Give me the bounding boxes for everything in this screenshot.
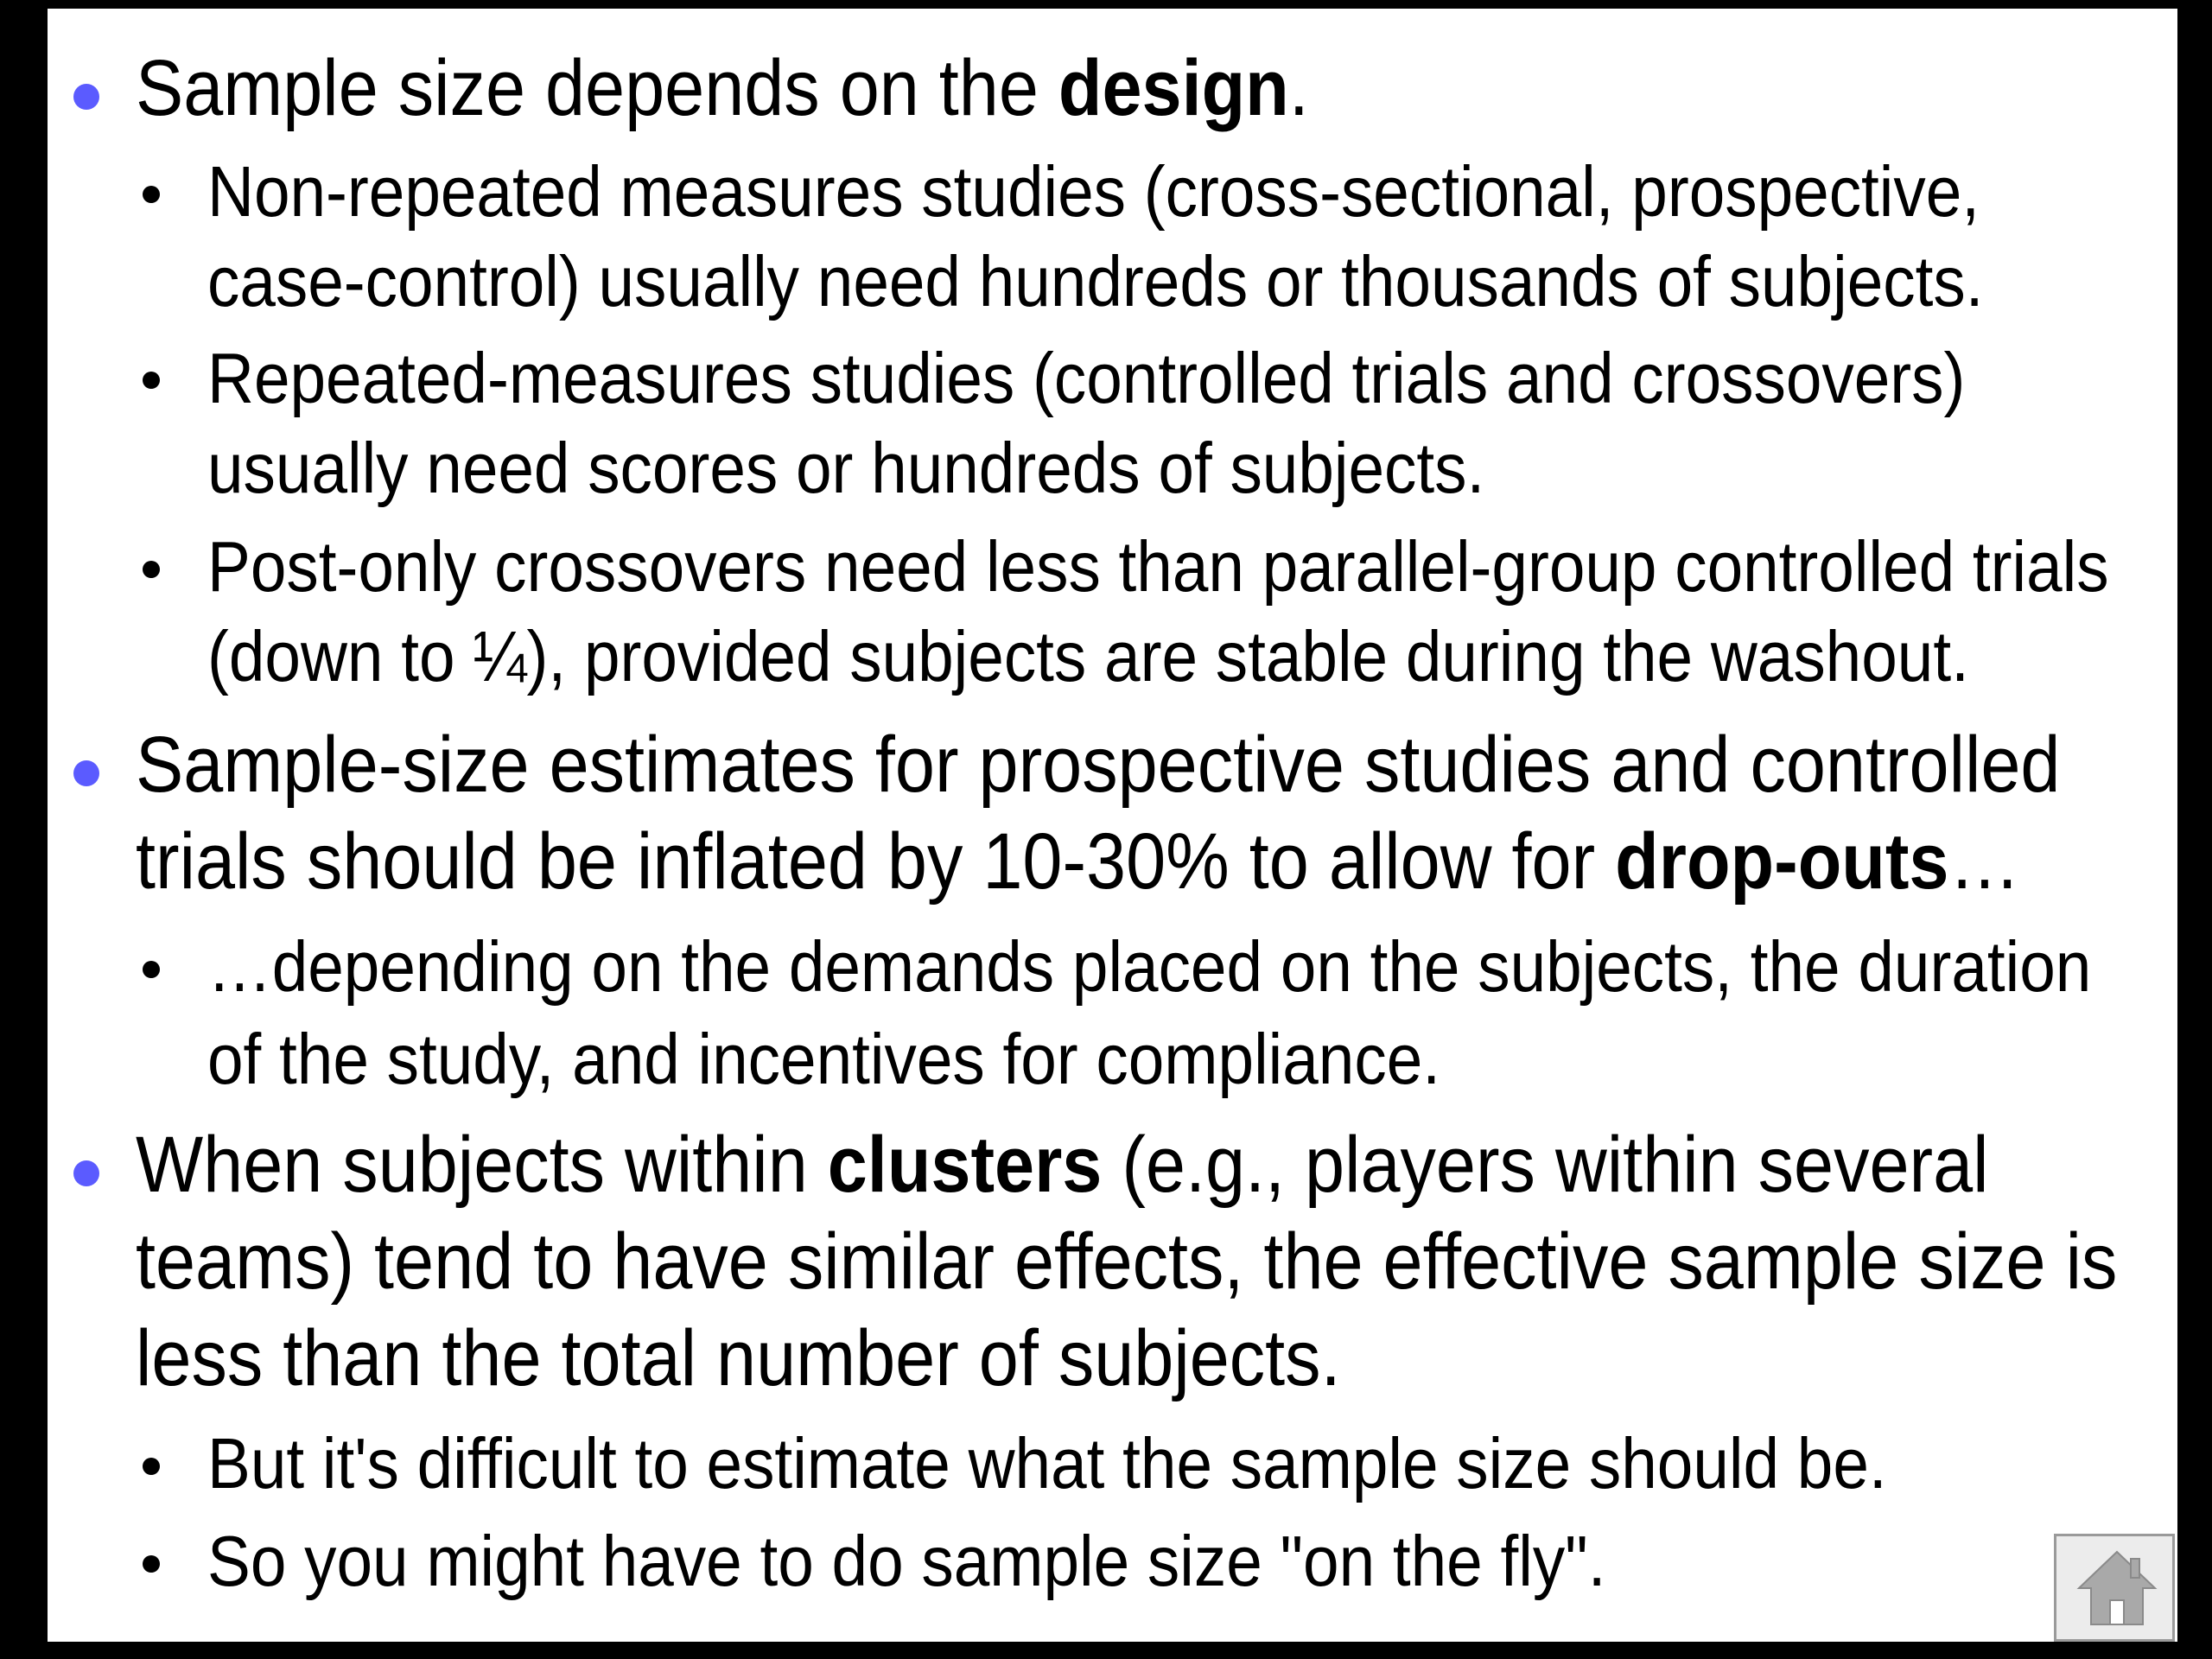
- sub-bullet-marker: [143, 1458, 160, 1475]
- bullet-3-line-1-before: When subjects within: [136, 1121, 828, 1209]
- bullet-1-bold: design: [1058, 44, 1289, 132]
- bullet-3-bold: clusters: [827, 1121, 1103, 1209]
- sub-bullet-marker: [143, 561, 160, 578]
- bullet-1-sub-1-line-1: Non-repeated measures studies (cross-sectional, prospective,: [207, 151, 1980, 232]
- bullet-marker: [73, 84, 99, 110]
- bullet-2-sub-1-line-1: …depending on the demands placed on the subjects, the duration: [207, 926, 2092, 1007]
- bullet-marker: [73, 1160, 99, 1186]
- bullet-3-line-3: less than the total number of subjects.: [136, 1314, 1341, 1402]
- sub-bullet-marker: [143, 1555, 160, 1573]
- slide-content: [48, 9, 2177, 1642]
- home-button[interactable]: [2054, 1534, 2175, 1642]
- sub-bullet-marker: [143, 186, 160, 203]
- bullet-2-line-2-after: …: [1948, 817, 2021, 906]
- sub-bullet-marker: [143, 961, 160, 978]
- home-icon: [2074, 1545, 2160, 1631]
- bullet-2-line-1: Sample-size estimates for prospective studies and controlled: [136, 721, 2061, 809]
- bullet-2-sub-1-line-2: of the study, and incentives for compliance.: [207, 1019, 1441, 1099]
- bullet-1-sub-3-line-1: Post-only crossovers need less than parallel-group controlled trials: [207, 526, 2109, 607]
- sub-bullet-marker: [143, 372, 160, 389]
- bullet-2-line-2: [136, 817, 2020, 907]
- bullet-2-bold: drop-outs: [1615, 817, 1949, 906]
- bullet-1-sub-1-line-2: case-control) usually need hundreds or thousands of subjects.: [207, 241, 1984, 321]
- bullet-1-text-before: Sample size depends on the: [136, 44, 1058, 132]
- bullet-3-sub-2-line-1: So you might have to do sample size "on the fly".: [207, 1521, 1606, 1601]
- bullet-marker: [73, 760, 99, 786]
- bullet-2-line-2-before: trials should be inflated by 10-30% to allow for: [136, 817, 1616, 906]
- bullet-3-line-1-after: (e.g., players within several: [1102, 1121, 1989, 1209]
- bullet-1-sub-3-line-2: (down to ¼), provided subjects are stable during the washout.: [207, 616, 1969, 696]
- bullet-3-sub-1-line-1: But it's difficult to estimate what the sample size should be.: [207, 1423, 1887, 1503]
- bullet-3-line-1: [136, 1120, 1989, 1211]
- bullet-1-text: [136, 43, 1309, 134]
- bullet-1-text-after: .: [1288, 44, 1309, 132]
- bullet-3-line-2: teams) tend to have similar effects, the effective sample size is: [136, 1217, 2118, 1306]
- bullet-1-sub-2-line-2: usually need scores or hundreds of subjects.: [207, 428, 1485, 508]
- bullet-1-sub-2-line-1: Repeated-measures studies (controlled trials and crossovers): [207, 338, 1966, 418]
